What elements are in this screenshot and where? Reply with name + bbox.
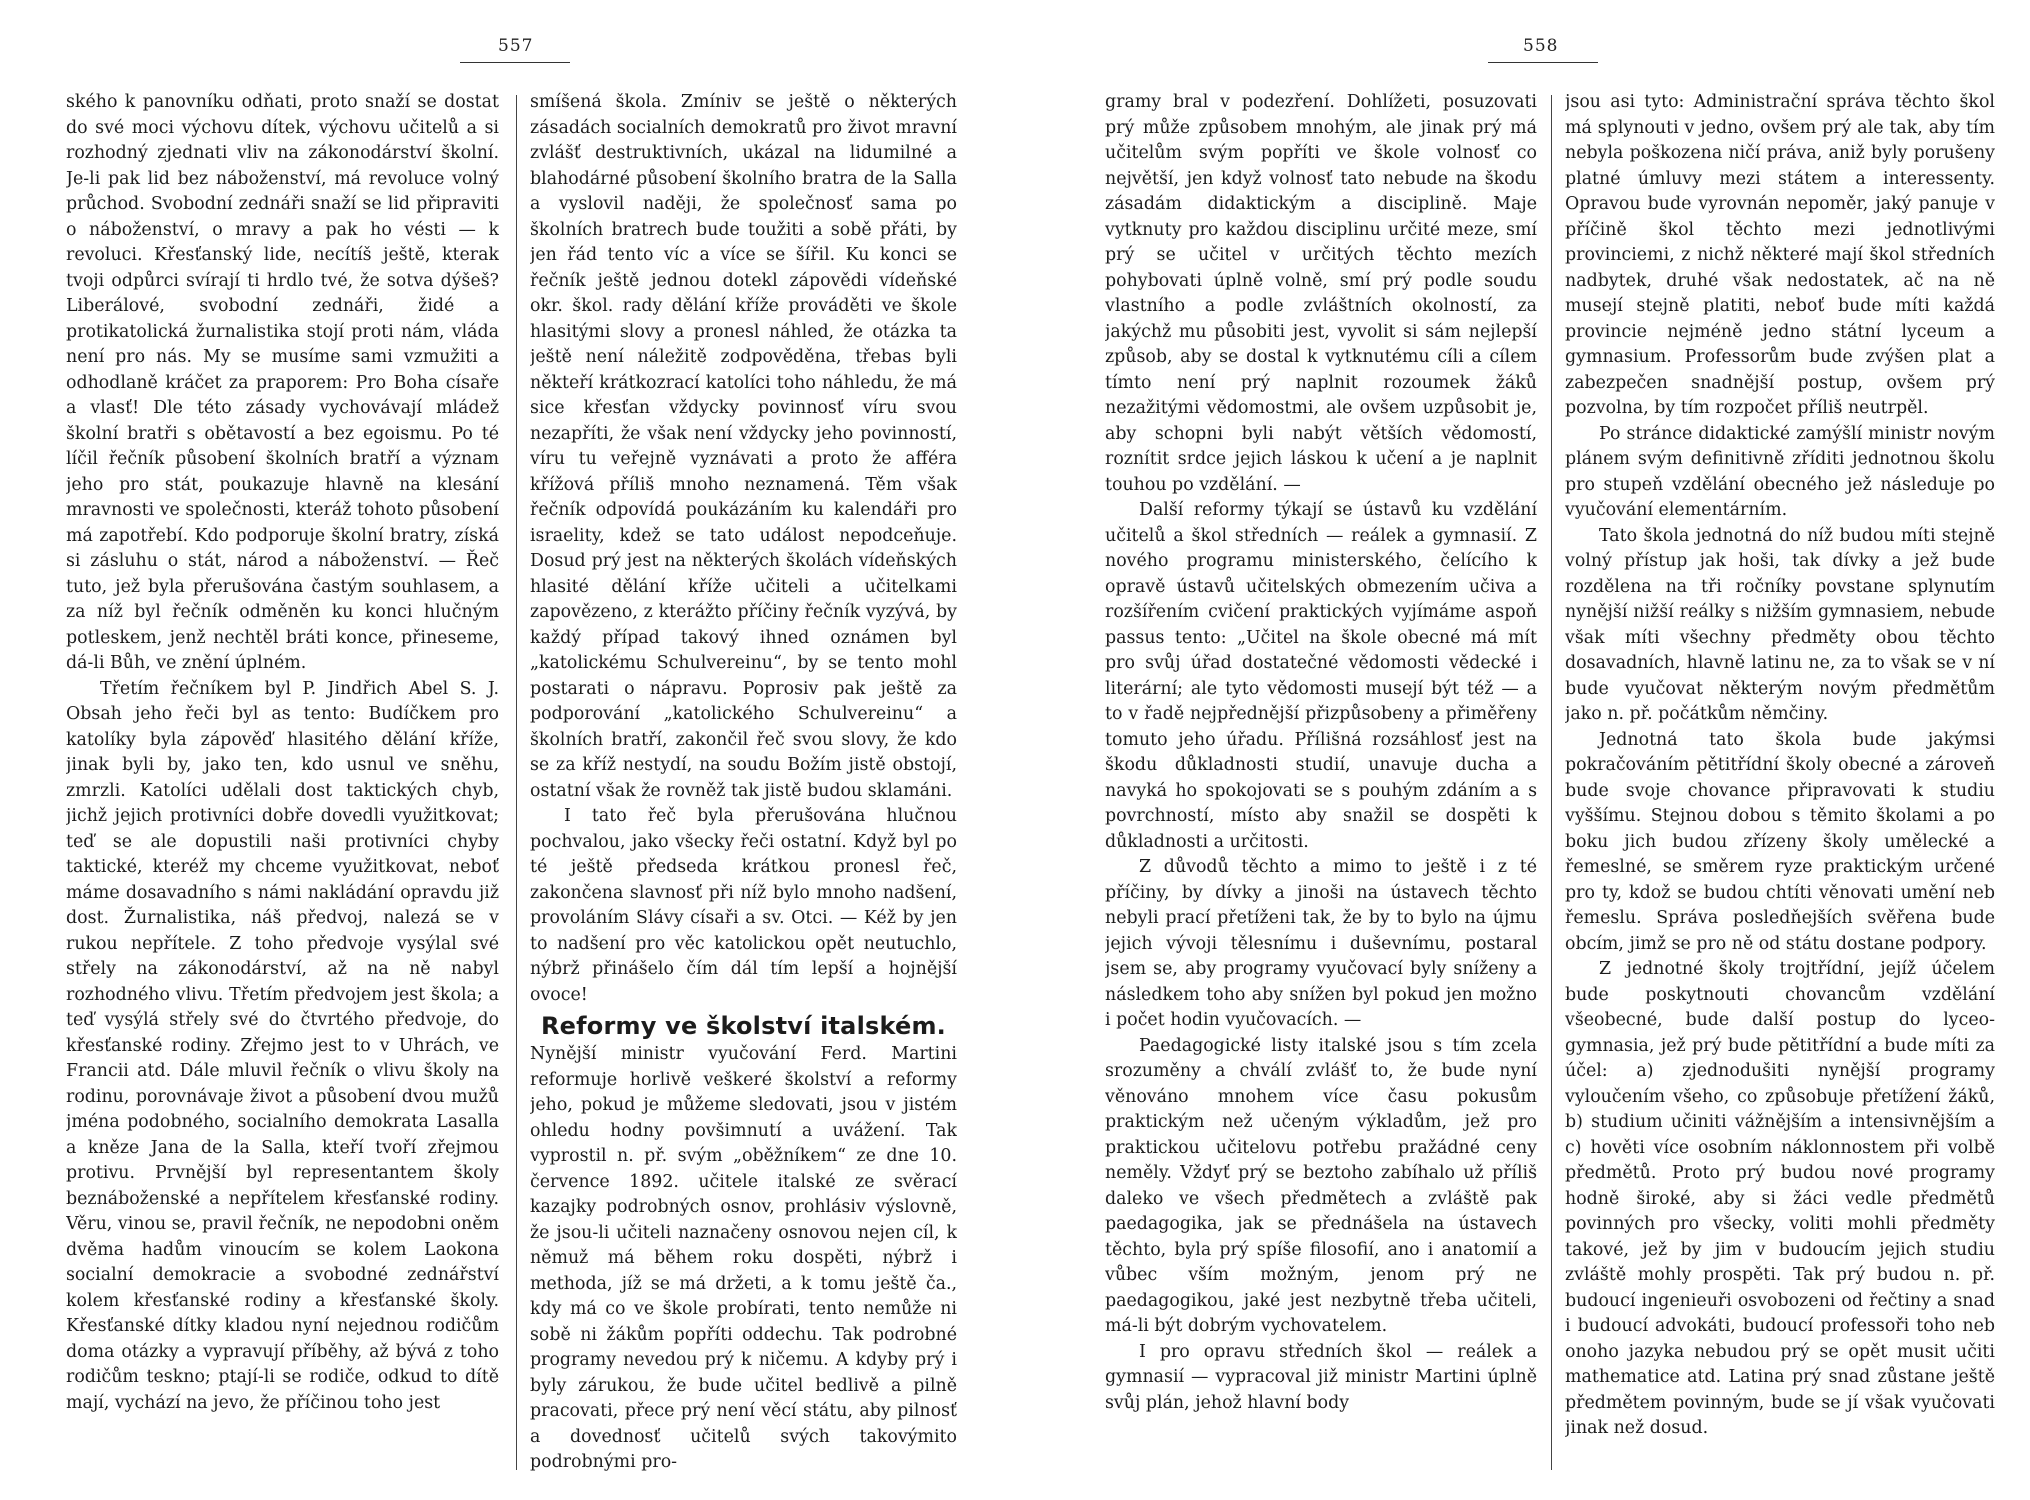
- column-divider-right: [1551, 95, 1552, 1470]
- paragraph: Tato škola jednotná do níž budou míti stejně volný přístup jak hoši, tak dívky a jež bude rozdělena na tři ročníky povstane splynutím nynější nižší reálky s nižším gymnasiem, nebude však míti všechny předměty obou těchto dosavadních, hlavně latinu ne, za to však se v ní bude vyučovat některým novým předmětům jako n. př. počátkům němčiny.: [1565, 525, 1995, 724]
- paragraph: Jednotná tato škola bude jakýmsi pokračováním pětitřídní školy obecné a zároveň bude svoje chovance připravovati k studiu vyššímu. Stejnou dobou s těmito školami a po boku jich budou zřízeny školy umělecké a řemeslné, se směrem ryze praktickým určené pro ty, kdož se budou chtíti věnovati umění neb řemeslu. Správa posledňejších svěřena bude obcím, jimž se pro ně od státu dostane podpory.: [1565, 729, 1995, 954]
- page-number-right: 558: [1523, 36, 1559, 56]
- column-divider-left: [516, 95, 517, 1470]
- paragraph: Z důvodů těchto a mimo to ještě i z té příčiny, by dívky a jinoši na ústavech těchto nebyli prací přetíženi tak, že by to bylo na újmu jejich vývoji tělesnímu i duševnímu, postaral jsem se, aby programy vyučovací byly sníženy a následkem toho aby snížen byl pokud jen možno i počet hodin vyučovacích. —: [1105, 857, 1537, 1030]
- paragraph: Nynější ministr vyučování Ferd. Martini reformuje horlivě veškeré školství a reformy jeho, pokud je můžeme sledovati, jsou v jistém ohledu hodny povšimnutí a uvážení. Tak vyprostil n. př. svým „oběžníkem“ ze dne 10. července 1892. učitele italské ze svěrací kazajky podrobných osnov, prohlásiv výslovně, že jsou-li učiteli naznačeny osnovou nejen cíl, k němuž má během roku dospěti, nýbrž i methoda, jíž se má držeti, a k tomu ještě ča., kdy má co ve škole probírati, tento nemůže ni sobě ni žákům popříti oddechu. Tak podrobné programy nevedou prý k ničemu. A kdyby prý i byly zárukou, že bude učitel bedlivě a pilně pracovati, přece prý není věcí státu, aby pilnosť a dovednosť učitelů svých takovýmito podrobnými pro-: [530, 1044, 957, 1472]
- paragraph: I pro opravu středních škol — reálek a gymnasií — vypracoval již ministr Martini úplně svůj plán, jehož hlavní body: [1105, 1341, 1537, 1413]
- paragraph: Další reformy týkají se ústavů ku vzdělání učitelů a škol středních — reálek a gymnasií. Z nového programu ministerského, čelícího k opravě ústavů učitelských obmezením učiva a rozšířením cvičení praktických vyjímáme aspoň passus tento: „Učitel na škole obecné má mít pro svůj úřad dostatečné vědomosti vědecké i literární; ale tyto vědomosti musejí být též — a to v řadě nejpřednější přizpůsobeny a přiměřeny tomuto jeho úřadu. Přílišná rozsáhlosť jest na škodu důkladnosti studií, unavuje ducha a navyká ho spokojovati se s pouhým zdáním a s povrchností, místo aby snažil se dospěti k důkladnosti a určitosti.: [1105, 500, 1537, 852]
- page-number-left: 557: [498, 36, 534, 56]
- left-column-2: [530, 90, 957, 1490]
- paragraph: smíšená škola. Zmíniv se ještě o některých zásadách socialních demokratů pro život mravní zvlášť destruktivních, ukázal na lidumilné a blahodárné působení školního bratra de la Salla a vyslovil naději, že společnosť sama po školních bratrech bude toužiti a sobě přáti, by jen řád tento víc a více se šířil. Ku konci se řečník ještě jednou dotekl zápovědi vídeňské okr. škol. rady dělání kříže prováděti ve škole hlasitými slovy a pronesl náhled, že otázka ta ještě není náležitě zodpověděna, třebas byli někteří krátkozrací katolíci toho náhledu, že má sice křesťan vždycky povinnosť víru svou nezapříti, že však není vždycky jeho povinností, víru tu veřejně vyznávati a proto že afféra křížová příliš mnoho neznamená. Těm však řečník odpovídá poukázáním ku kalendáři pro israelity, kdež se tato událost nepodceňuje. Dosud prý jest na některých školách vídeňských hlasité dělání kříže učiteli a učitelkami zapovězeno, z kterážto příčiny řečník vyzývá, by každý případ takový ihned oznámen byl „katolickému Schulvereinu“, by se tento mohl postarati o nápravu. Poprosiv pak ještě za podporování „katolického Schulvereinu“ a školních bratří, zakončil řeč svou slovy, že kdo se za kříž nestydí, na soudu Božím jistě obstojí, ostatní však že rovněž tak jistě budou sklamáni.: [530, 92, 957, 801]
- paragraph: Třetím řečníkem byl P. Jindřich Abel S. J. Obsah jeho řeči byl as tento: Budíčkem pro katolíky byla zápověď hlasitého dělání kříže, jinak byli by, jako ten, kdo usnul ve sněhu, zmrzli. Katolíci udělali dost taktických chyb, jichž jejich protivníci dobře dovedli využitkovat; teď se ale dopustili naši protivníci chyby taktické, kteréž my chceme využitkovat, neboť máme dosavadního s námi nakládání opravdu již dost. Žurnalistika, náš předvoj, nalezá se v rukou nepřítele. Z toho předvoje vysýlal své střely na zákonodárství, až na ně nabyl rozhodného vlivu. Třetím předvojem jest škola; a teď vysýlá střely své do čtvrtého předvoje, do křesťanské rodiny. Zřejmo jest to v Uhrách, ve Francii atd. Dále mluvil řečník o vlivu školy na rodinu, porovnávaje život a působení dvou mužů jména podobného, socialního demokrata Lasalla a kněze Jana de la Salla, kteří tvoří zřejmou protivu. Prvnější byl representantem školy beznáboženské a nepřítelem křesťanské rodiny. Věru, vinou se, pravil řečník, ne nepodobni oněm dvěma hadům vinoucím se kolem Laokona socialní demokracie a svobodné zednářství kolem křesťanské rodiny a křesťanské školy. Křesťanské dítky kladou nyní nejednou rodičům doma otázky a vypravují příběhy, až bývá z toho rodičům tesknо; ptají-li se rodiče, odkud to dítě mají, vychází na jevo, že příčinou toho jest: [66, 678, 499, 1413]
- paragraph: Paedagogické listy italské jsou s tím zcela srozuměny a chválí zvlášť to, že bude nyní věnováno mnohem více času pokusům praktickým než učeným výkladům, jež pro praktickou učitelovu potřebu pražádné ceny neměly. Vždyť prý se beztoho zabíhalo už příliš daleko ve všech předmětech a zvláště pak paedagogika, jak se přednášela na ústavech těchto, byla prý spíše filosofií, ano i anatomií a vůbec vším možným, jenom prý ne paedagogikou, jaké jest nezbytně třeba učiteli, má-li být dobrým vychovatelem.: [1105, 1035, 1537, 1336]
- paragraph: ského k panovníku odňati, proto snaží se dostat do své moci výchovu dítek, výchovu učitelů a si rozhodný zjednati vliv na zákonodárství školní. Je-li pak lid bez náboženství, má revoluce volný průchod. Svobodní zednáři snaží se lid připraviti o náboženství, o mravy a pak ho vésti — k revoluci. Křesťanský lide, necítíš ještě, kterak tvoji odpůrci svírají ti hrdlo tvé, že sotva dýšeš? Liberálové, svobodní zednáři, židé a protikatolická žurnalistika stojí proti nám, vláda není pro nás. My se musíme sami vzmužiti a odhodlaně kráčet za praporem: Pro Boha císaře a vlasť! Dle této zásady vychovávají mládež školní bratři s obětavostí a bez egoismu. Po té líčil řečník působení školních bratří a význam jeho pro stát, poukazuje hlavně na klesání mravnosti ve společnosti, kteráž tohoto působení má zapotřebí. Kdo podporuje školní bratry, získá si zásluhu o stát, národ a náboženství. — Řeč tuto, jež byla přerušována častým souhlasem, a za níž byl řečník odměněn ku konci hlučným potleskem, jenž nechtěl bráti konce, přineseme, dá-li Bůh, ve znění úplném.: [66, 92, 499, 673]
- paragraph: I tato řeč byla přerušována hlučnou pochvalou, jako všecky řeči ostatní. Když byl po té ještě předseda krátkou pronesl řeč, zakončena slavnosť při níž bylo mnoho nadšení, provoláním Slávy císaři a sv. Otci. — Kéž by jen to nadšení pro věc katolickou opět neutuchlo, nýbrž přinášelo čím dál tím lepší a hojnější ovoce!: [530, 806, 957, 1005]
- right-column-1: [1105, 90, 1537, 1490]
- left-column-1: [66, 90, 499, 1490]
- right-page: [1010, 0, 2030, 1500]
- paragraph: Po stránce didaktické zamýšlí ministr novým plánem svým definitivně zříditi jednotnou školu pro stupeň vzdělání obecného jež následuje po vyučování elementárním.: [1565, 423, 1995, 520]
- page-number-rule-left: [460, 62, 570, 63]
- paragraph: jsou asi tyto: Administrační správa těchto škol má splynouti v jedno, ovšem prý ale tak, aby tím nebyla poškozena ničí práva, aniž byly porušeny platné úmluvy mezi státem a interessenty. Opravou bude vyrovnán nepoměr, jaký panuje v příčině škol těchto mezi jednotlivými provinciemi, z nichž některé mají škol středních nadbytek, druhé však nedostatek, ač na ně musejí stejně platiti, neboť bude míti každá provincie nejméně jedno státní lyceum a gymnasium. Professorům bude zvýšen plat a zabezpečen snadnější postup, ovšem prý pozvolna, by tím rozpočet příliš neutrpěl.: [1565, 92, 1995, 418]
- left-page: [0, 0, 1010, 1500]
- paragraph: gramy bral v podezření. Dohlížeti, posuzovati prý může způsobem mnohým, ale jinak prý má učitelům svým popříti ve škole volnosť co největší, jen když volnosť tato nebude na škodu zásadám didaktickým a disciplině. Maje vytknuty pro každou disciplinu určité meze, smí prý se učitel v určitých těchto mezích pohybovati úplně volně, smí prý podle soudu vlastního a podle zvláštních okolností, za jakýchž mu působiti jest, vyvolit si sám nejlepší způsob, aby se dostal k vytknutému cíli a cílem tímto není prý naplnit rozoumek žáků nezažitými vědomostmi, ale ovšem uzpůsobit je, aby schopni byli nabýt větších vědomostí, roznítit srdce jejich láskou k učení a je naplnit touhou po vzdělání. —: [1105, 92, 1537, 495]
- page-number-rule-right: [1488, 62, 1598, 63]
- right-column-2: [1565, 90, 1995, 1490]
- article-heading: Reformy ve školství italském.: [540, 1012, 947, 1040]
- paragraph: Z jednotné školy trojtřídní, jejíž účelem bude poskytnouti chovancům vzdělání všeobecné, bude další postup do lyceo-gymnasia, jež prý bude pětitřídní a bude míti za účel: a) zjednodušiti nynější programy vyloučením všeho, co způsobuje přetížení žáků, b) studium učiniti vážnějším a intensivnějším a c) hověti více osobním náklonnostem při volbě předmětů. Proto prý budou nové programy hodně široké, aby si žáci vedle předmětů povinných pro všecky, voliti mohli předměty takové, jež by jim v budoucím jejich studiu zvláště mohly prospěti. Tak prý budou n. př. budoucí ingenieuři osvobozeni od řečtiny a snad i budoucí advokáti, budoucí professoři toho neb onoho jazyka nebudou prý se opět musit učiti mathematice atd. Latina prý snad zůstane ještě předmětem povinným, bude se jí však vyučovati jinak než dosud.: [1565, 959, 1995, 1438]
